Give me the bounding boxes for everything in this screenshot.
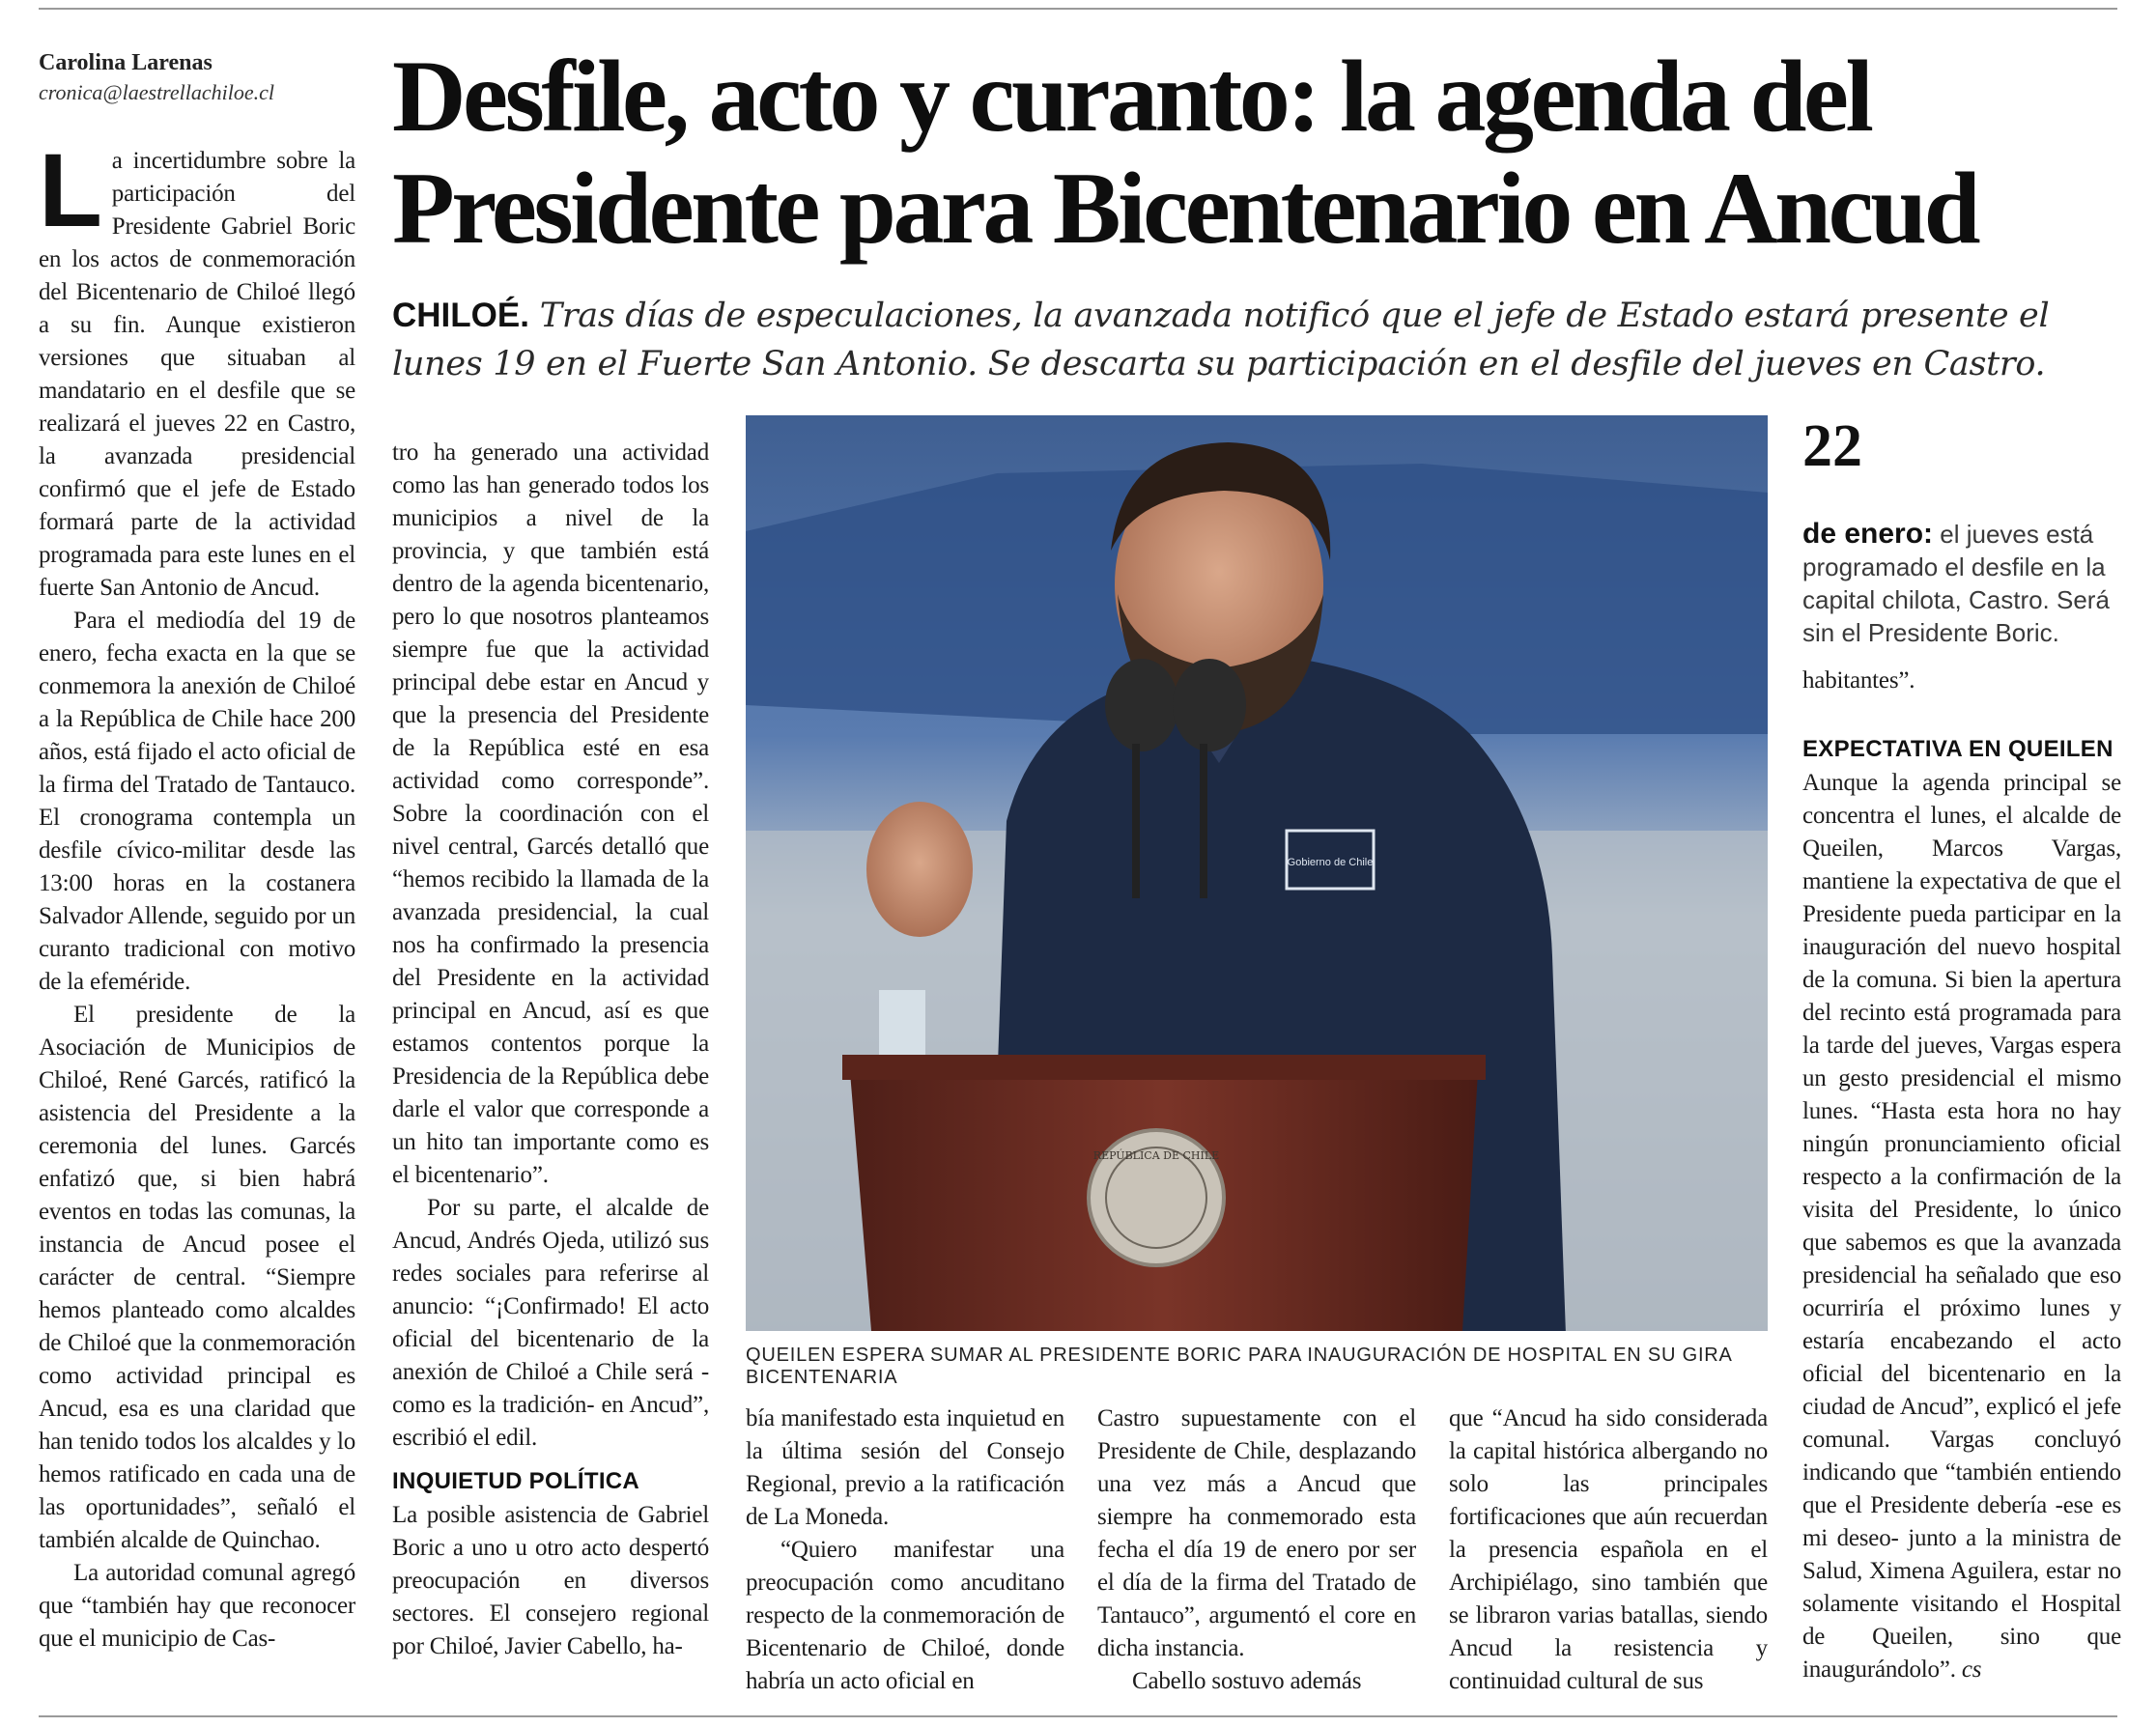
paragraph: habitantes”. <box>1802 667 1915 694</box>
column-2 <box>392 437 709 1663</box>
photo-caption: QUEILEN ESPERA SUMAR AL PRESIDENTE BORIC PARA INAUGURACIÓN DE HOSPITAL EN SU GIRA BICENTENARIA <box>746 1345 1732 1388</box>
headline-text <box>392 41 2121 265</box>
headline-line-1: Desfile, acto y curanto: la agenda del <box>392 40 1871 153</box>
mic-stand-right <box>1200 744 1207 898</box>
dek-body: Tras días de especulaciones, la avanzada notificó que el jefe de Estado estará presente el lunes 19 en el Fuerte San Antonio. Se descarta su participación en el desfile del jueves en Castro. <box>392 297 2050 383</box>
podium-top <box>842 1055 1486 1080</box>
sidebar-label: de enero: <box>1802 518 1934 550</box>
top-rule <box>39 8 2117 10</box>
paragraph-text: Aunque la agenda principal se concentra el lunes, el alcalde de Queilen, Marcos Vargas, mantiene la expectativa de que el Presidente pueda participar en la inauguración del nuevo hospital de la comuna. Si bien la apertura del recinto está programada para la tarde del jueves, Vargas espera un gesto presidencial el mismo lunes. “Hasta esta hora no hay ningún pronunciamiento oficial respecto a la confirmación de la visita del Presidente, lo único que sabemos es que la avanzada presidencial ha señalado que eso ocurriría el próximo lunes y estaría encabezando el acto oficial del bicentenario en la ciudad de Ancud”, explicó el jefe comunal. Vargas concluyó indicando que “también entiendo que el Presidente debería -ese es mi deseo- junto a la ministra de Salud, Ximena Aguilera, estar no solamente visitando el Hospital de Queilen, sino que inaugurándolo”. <box>1802 770 2121 1683</box>
seal-text: REPÚBLICA DE CHILE <box>1092 1149 1220 1162</box>
photo-illustration <box>746 415 1768 1331</box>
paragraph: “Quiero manifestar una preocupación como ancuditano respecto de la conmemoración de Bicentenario de Chiloé, donde habría un acto oficial en <box>746 1537 1064 1694</box>
photo-president-at-podium <box>746 415 1768 1331</box>
dek-text <box>392 292 2121 388</box>
byline-name: Carolina Larenas <box>39 50 213 75</box>
paragraph: El presidente de la Asociación de Municipios de Chiloé, René Garcés, ratificó la asistencia del Presidente a la ceremonia del lunes. Garcés enfatizó que, si bien habrá eventos en todas las comunas, la instancia de Ancud posee el carácter de central. “Siempre hemos planteado como alcaldes de Chiloé que la conmemoración como actividad principal es Ancud, esa es una claridad que han tenido todos los alcaldes y lo hemos ratificado en cada una de las oportunidades”, señaló el también alcalde de Quinchao. <box>39 1002 355 1553</box>
sidebar-text <box>1802 518 2121 649</box>
paragraph: bía manifestado esta inquietud en la última sesión del Consejo Regional, previo a la ratificación de La Moneda. <box>746 1405 1064 1530</box>
jacket-badge-text: Gobierno de Chile <box>1287 857 1374 868</box>
paragraph: tro ha generado una actividad como las han generado todos los municipios a nivel de la provincia, y que también está dentro de la agenda bicentenario, pero lo que nosotros planteamos siempre fue que la actividad principal debe estar en Ancud y que la presencia del Presidente de la República esté en esa actividad como corresponde”. Sobre la coordinación con el nivel central, Garcés detalló que “hemos recibido la llamada de la avanzada presidencial, la cual nos ha confirmado la presencia del Presidente en la actividad principal en Ancud, así es que estamos contentos porque la Presidencia de la República debe darle el valor que corresponde a un hito tan importante como es el bicentenario”. <box>392 439 709 1188</box>
subhead-inquietud: INQUIETUD POLÍTICA <box>392 1468 640 1494</box>
raised-hand <box>866 802 973 937</box>
paragraph-text: a incertidumbre sobre la participación del Presidente Gabriel Boric en los actos de conmemoración del Bicentenario de Chiloé llegó a su fin. Aunque existieron versiones que situaban al mandatario en el desfile que se realizará el jueves 22 en Castro, la avanzada presidencial confirmó que el jefe de Estado formará parte de la actividad programada para este lunes en el fuerte San Antonio de Ancud. <box>39 148 355 601</box>
column-5 <box>1449 1402 1768 1698</box>
sidebar-number: 22 <box>1802 413 1862 479</box>
paragraph: La autoridad comunal agregó que “también hay que reconocer que el municipio de Cas- <box>39 1560 355 1652</box>
dek <box>392 292 2121 388</box>
paragraph: La posible asistencia de Gabriel Boric a uno u otro acto despertó preocupación en diversos sectores. El consejero regional por Chiloé, Javier Cabello, ha- <box>392 1502 709 1659</box>
paragraph: Para el mediodía del 19 de enero, fecha exacta en la que se conmemora la anexión de Chiloé a la República de Chile hace 200 años, está fijado el acto oficial de la firma del Tratado de Tantauco. El cronograma contempla un desfile cívico-militar desde las 13:00 horas en la costanera Salvador Allende, seguido por un curanto tradicional con motivo de la efeméride. <box>39 608 355 995</box>
column-1 <box>39 131 355 1656</box>
column-6 <box>1802 665 2121 1686</box>
bottom-rule <box>39 1715 2117 1717</box>
sidebar-body: el jueves está programado el desfile en la capital chilota, Castro. Será sin el Presidente Boric. <box>1802 520 2110 647</box>
paragraph: Por su parte, el alcalde de Ancud, Andrés Ojeda, utilizó sus redes sociales para referirse al anuncio: “¡Confirmado! El acto oficial del bicentenario de la anexión de Chiloé a Chile será -como es la tradición- en Ancud”, escribió el edil. <box>392 1195 709 1451</box>
end-mark: cs <box>1961 1656 1982 1683</box>
paragraph <box>1802 767 2121 1686</box>
byline <box>39 50 357 105</box>
drop-cap: L <box>39 131 102 248</box>
microphone-right <box>1173 659 1246 751</box>
column-4 <box>1097 1402 1416 1698</box>
paragraph <box>39 131 355 605</box>
paragraph: Cabello sostuvo además <box>1132 1668 1362 1694</box>
sidebar-fact <box>1802 413 2121 649</box>
mic-stand-left <box>1132 744 1140 898</box>
byline-email: cronica@laestrellachiloe.cl <box>39 80 275 104</box>
dek-kicker: CHILOÉ. <box>392 297 529 334</box>
column-3 <box>746 1402 1064 1698</box>
subhead-queilen: EXPECTATIVA EN QUEILEN <box>1802 736 2113 762</box>
headline <box>392 41 2121 265</box>
microphone-left <box>1105 659 1178 751</box>
paragraph: que “Ancud ha sido considerada la capital histórica albergando no solo las principales fortificaciones que aún recuerdan la presencia española en el Archipiélago, sino también que se libraron varias batallas, siendo Ancud la resistencia y continuidad cultural de sus <box>1449 1405 1768 1694</box>
paragraph: Castro supuestamente con el Presidente de Chile, desplazando una vez más a Ancud que siempre ha conmemorado esta fecha el día 19 de enero por ser el día de la firma del Tratado de Tantauco”, argumentó el core en dicha instancia. <box>1097 1405 1416 1661</box>
headline-line-2: Presidente para Bicentenario en Ancud <box>392 152 1978 265</box>
